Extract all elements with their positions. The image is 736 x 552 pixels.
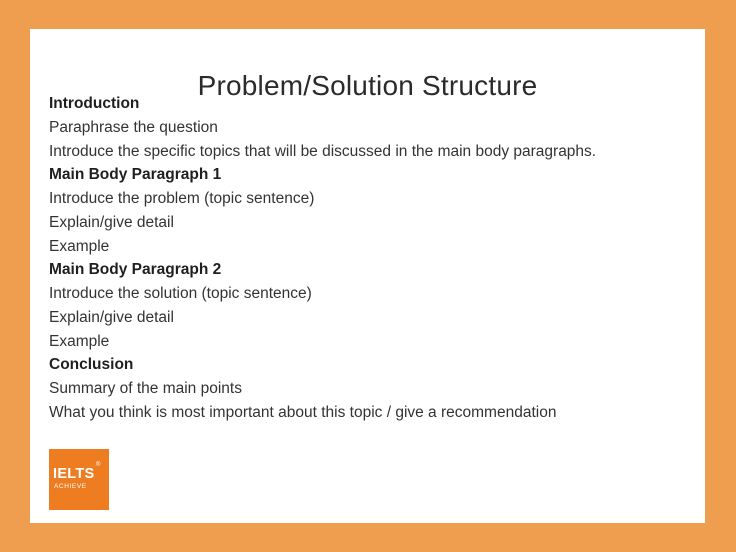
logo-wordmark: IELTS [53, 466, 95, 482]
list-item: Explain/give detail [49, 213, 174, 231]
logo-subtitle: ACHIEVE [54, 483, 87, 490]
section-heading: Introduction [49, 95, 140, 112]
page-title: Problem/Solution Structure [197, 70, 538, 101]
list-item: What you think is most important about this topic / give a recommendation [49, 403, 557, 421]
list-item: Introduce the problem (topic sentence) [49, 190, 315, 207]
list-item: Summary of the main points [49, 380, 242, 397]
section-heading: Conclusion [49, 356, 134, 374]
list-item: Explain/give detail [49, 308, 174, 326]
section-heading: Main Body Paragraph 2 [49, 261, 222, 279]
structure-list [49, 92, 689, 425]
list-item: Paraphrase the question [49, 118, 218, 136]
list-item: Example [49, 237, 110, 255]
section-heading: Main Body Paragraph 1 [49, 166, 222, 184]
content-card [30, 29, 705, 523]
list-item: Introduce the specific topics that will be discussed in the main body paragraphs. [49, 142, 597, 160]
ielts-achieve-logo [49, 449, 109, 510]
registered-mark: ® [96, 462, 101, 468]
list-item: Example [49, 332, 110, 350]
list-item: Introduce the solution (topic sentence) [49, 285, 312, 302]
